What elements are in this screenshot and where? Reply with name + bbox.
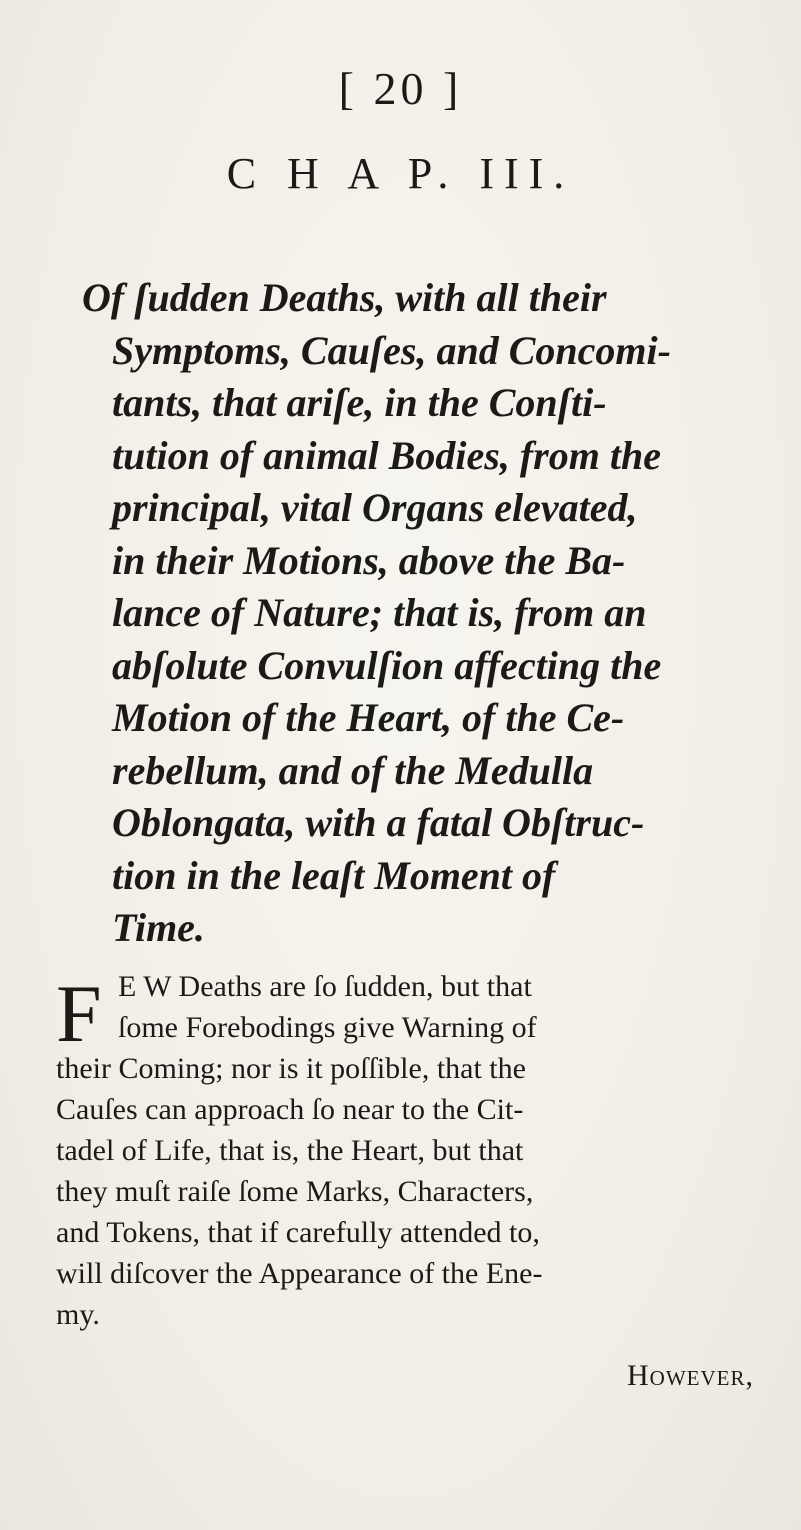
page-number: [ 20 ] (338, 63, 463, 114)
chapter-title-line: tution of animal Bodies, from the (112, 432, 661, 478)
chapter-title-line: principal, vital Organs elevated, (112, 485, 638, 530)
body-paragraph (56, 966, 756, 1335)
body-line: their Coming; nor is it poſſible, that the (56, 1052, 526, 1085)
drop-cap: F (56, 968, 102, 1059)
body-line: will diſcover the Appearance of the Ene- (56, 1257, 543, 1290)
chapter-title-line: tants, that ariſe, in the Conſti- (112, 380, 607, 425)
chapter-title (82, 272, 772, 955)
body-line: E W Deaths are ſo ſudden, but that (118, 970, 532, 1003)
chapter-title-line: tion in the leaſt Moment of (112, 852, 556, 898)
chapter-title-line: Oblongata, with a fatal Obſtruc- (112, 800, 645, 845)
chapter-title-line: Motion of the Heart, of the Ce- (112, 695, 625, 740)
chapter-title-line: Time. (112, 905, 205, 950)
body-line: they muſt raiſe ſome Marks, Characters, (56, 1175, 534, 1208)
chapter-title-line: abſolute Convulſion affecting the (112, 642, 662, 688)
body-line: my. (56, 1298, 100, 1331)
catchword: However, (627, 1359, 754, 1392)
body-line: tadel of Life, that is, the Heart, but that (56, 1134, 524, 1167)
body-line: and Tokens, that if carefully attended to, (56, 1216, 540, 1249)
chapter-title-line: in their Motions, above the Ba- (112, 537, 626, 583)
body-line: ſome Forebodings give Warning of (118, 1011, 537, 1044)
chapter-title-line: Symptoms, Cauſes, and Concomi- (112, 327, 671, 373)
chapter-heading: C H A P. III. (226, 149, 575, 198)
chapter-title-line: lance of Nature; that is, from an (112, 590, 647, 635)
chapter-title-line: Of ſudden Deaths, with all their (82, 275, 607, 320)
chapter-title-line: rebellum, and of the Medulla (112, 747, 594, 793)
body-line: Cauſes can approach ſo near to the Cit- (56, 1093, 524, 1126)
